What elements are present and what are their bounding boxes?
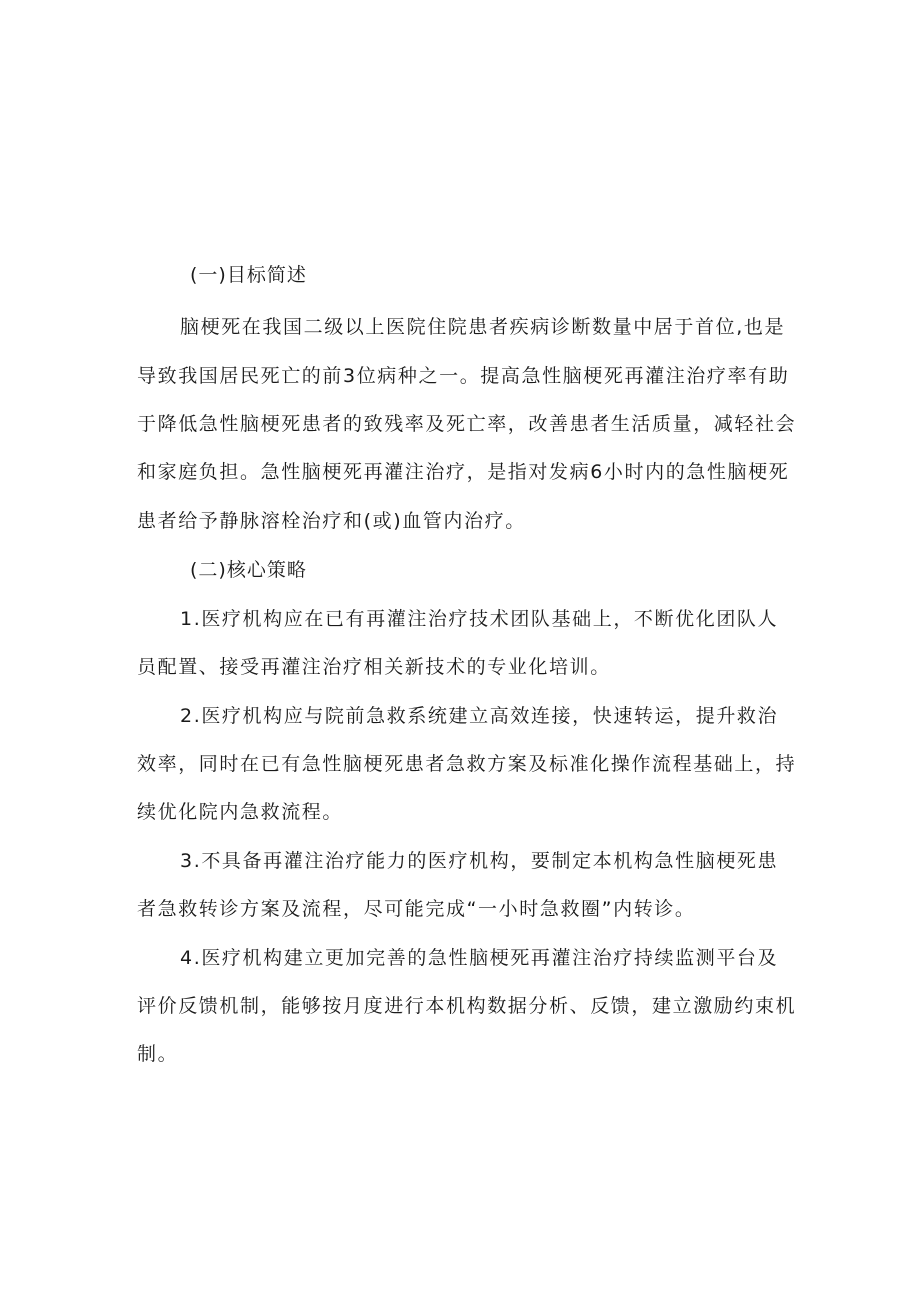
- list-item-line: 者急救转诊方案及流程，尽可能完成“一小时急救圈”内转诊。: [137, 898, 696, 920]
- paragraph-line: 患者给予静脉溶栓治疗和(或)血管内治疗。: [137, 510, 526, 532]
- section-heading-strategy: (二)核心策略: [190, 559, 307, 581]
- list-item-line: 1.医疗机构应在已有再灌注治疗技术团队基础上，不断优化团队人: [180, 608, 779, 630]
- paragraph-line: 和家庭负担。急性脑梗死再灌注治疗，是指对发病6小时内的急性脑梗死: [137, 461, 790, 483]
- list-item-line: 评价反馈机制，能够按月度进行本机构数据分析、反馈，建立激励约束机: [137, 995, 797, 1017]
- list-item-line: 续优化院内急救流程。: [137, 801, 344, 823]
- paragraph-line: 导致我国居民死亡的前3位病种之一。提高急性脑梗死再灌注治疗率有助: [137, 365, 790, 387]
- paragraph-line: 脑梗死在我国二级以上医院住院患者疾病诊断数量中居于首位,也是: [180, 316, 786, 338]
- list-item-line: 3.不具备再灌注治疗能力的医疗机构，要制定本机构急性脑梗死患: [180, 850, 779, 872]
- list-item-line: 2.医疗机构应与院前急救系统建立高效连接，快速转运，提升救治: [180, 705, 779, 727]
- list-item-line: 4.医疗机构建立更加完善的急性脑梗死再灌注治疗持续监测平台及: [180, 947, 779, 969]
- list-item-line: 效率，同时在已有急性脑梗死患者急救方案及标准化操作流程基础上，持: [137, 753, 797, 775]
- list-item-line: 员配置、接受再灌注治疗相关新技术的专业化培训。: [137, 656, 611, 678]
- list-item-line: 制。: [137, 1043, 179, 1065]
- paragraph-line: 于降低急性脑梗死患者的致残率及死亡率，改善患者生活质量，减轻社会: [137, 413, 797, 435]
- section-heading-goal: (一)目标简述: [190, 264, 307, 286]
